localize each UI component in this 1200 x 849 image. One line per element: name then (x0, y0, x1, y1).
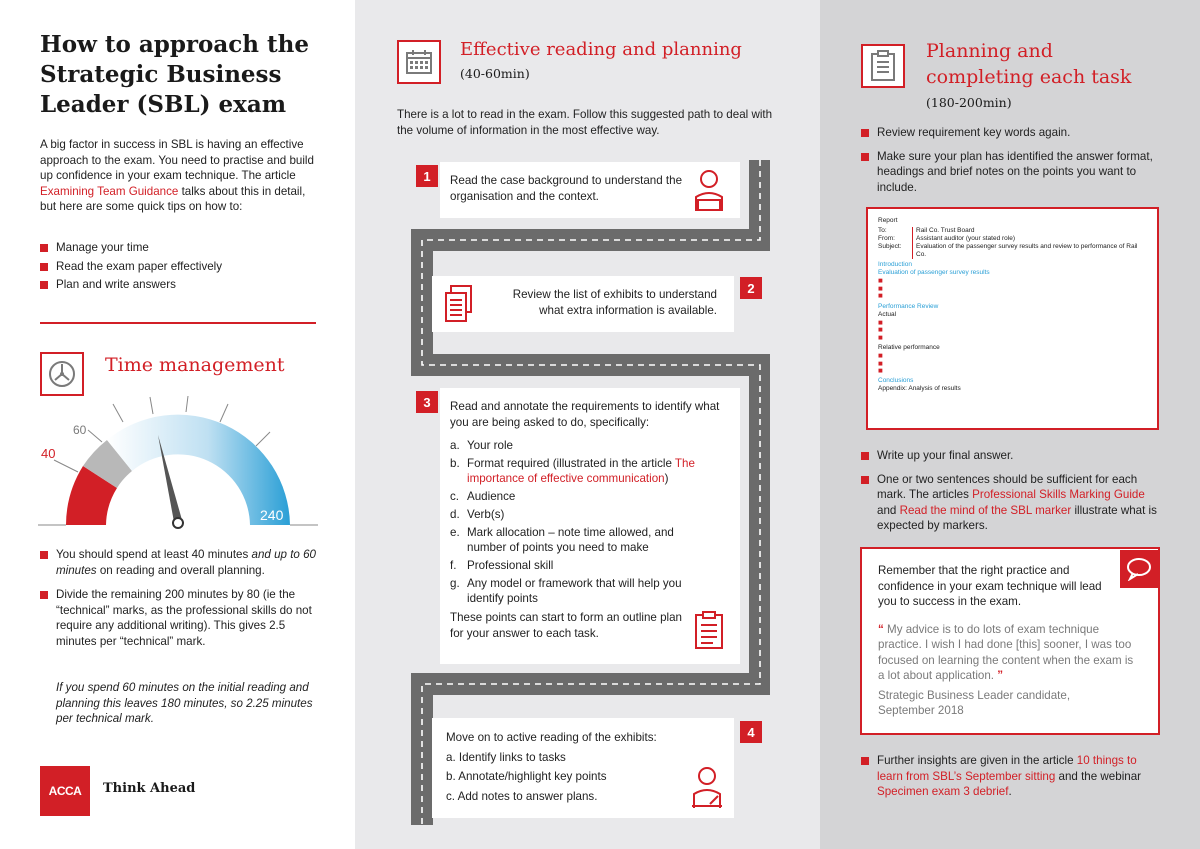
planning-bullet: Review requirement key words again. (861, 125, 1161, 141)
step-1-number: 1 (416, 165, 438, 187)
requirement-item: g. Any model or framework that will help you identify points (450, 577, 682, 605)
clipboard-icon (693, 610, 727, 650)
planning-duration: (180-200min) (926, 95, 1012, 110)
intro-text-after: talks about this in detail, but here are some quick tips on how to: (40, 184, 306, 213)
requirement-item: f. Professional skill (450, 559, 554, 572)
time-note: If you spend 60 minutes on the initial reading and planning this leaves 180 minutes, so 2.25 minutes per technical mark. (56, 681, 313, 725)
intro-paragraph (40, 137, 315, 215)
calendar-icon (397, 40, 441, 84)
planning-bullets-top (861, 125, 1161, 198)
requirement-item: a. Your role (450, 439, 513, 452)
planning-bullet: Write up your final answer. (861, 448, 1161, 464)
report-conclusions: Conclusions (878, 376, 914, 384)
report-example: Report To: Rail Co. Trust Board From: Assistant auditor (your stated role) Subject: Evaluation of the passenger survey results and review to performance of Rail Co. Introduction Evaluation of passenger survey results ■ ■ ■ Performance Review Actual ■ ■ ■ Relative performance ■ ■ ■ Conclusions Appendix: Analysis of results (866, 207, 1159, 430)
reader-icon (690, 167, 728, 213)
quote-attribution: Strategic Business Leader candidate, September 2018 (878, 688, 1071, 717)
intro-text: A big factor in success in SBL is having an effective approach to the exam. You need to practise and build up confidence in your exam technique. The article (40, 138, 314, 182)
step-3-outro: These points can start to form an outline plan for your answer to each task. (450, 611, 683, 640)
requirement-item: c. Audience (450, 490, 516, 503)
step-3-card (440, 388, 740, 664)
planning-bullets-mid (861, 448, 1161, 537)
speech-bubble-icon (1120, 550, 1158, 588)
brand-tagline: Think Ahead (103, 781, 196, 796)
step-3-intro: Read and annotate the requirements to identify what you are being asked to do, specifically: (450, 400, 720, 429)
effective-communication-link[interactable]: The importance of effective communication (467, 457, 695, 485)
step-4-item: c. Add notes to answer plans. (446, 789, 598, 803)
requirement-item: d. Verb(s) (450, 508, 505, 521)
report-actual: Actual (878, 310, 897, 318)
ten-things-link[interactable]: 10 things to learn from SBL’s September sitting (877, 754, 1137, 783)
requirement-item: e. Mark allocation – note time allowed, and number of points you need to make (450, 526, 674, 554)
planning-bullet: One or two sentences should be sufficient for each mark. The articles Professional Skills Marking Guide and Read the mind of the SBL marker illustrate what is expected by markers. (861, 472, 1161, 534)
planning-bullets-bottom (861, 753, 1161, 803)
reading-title: Effective reading and planning (460, 39, 742, 60)
tip-item: Read the exam paper effectively (40, 259, 320, 275)
checklist-icon (861, 44, 905, 88)
report-appendix: Appendix: Analysis of results (878, 384, 961, 392)
report-introduction: Introduction (878, 261, 912, 268)
candidate-quote: “ My advice is to do lots of exam technique practice. I wish I had done [this] sooner, I was too focused on learning the content when the exam is a lot about application. ” (878, 622, 1134, 682)
gauge-label-60: 60 (73, 423, 87, 437)
report-relative: Relative performance (878, 344, 940, 351)
writer-icon (688, 764, 726, 810)
left-column (0, 0, 355, 849)
examining-team-guidance-link[interactable]: Examining Team Guidance (40, 184, 179, 198)
reading-duration: (40-60min) (460, 66, 530, 81)
tip-item: Plan and write answers (40, 277, 320, 293)
tip-item: Manage your time (40, 240, 320, 256)
planning-bullet: Make sure your plan has identified the answer format, headings and brief notes on the points you want to include. (861, 149, 1161, 196)
step-3-number: 3 (416, 391, 438, 413)
report-evaluation: Evaluation of passenger survey results (878, 269, 990, 276)
step-4-item: a. Identify links to tasks (446, 750, 566, 764)
advice-box (860, 547, 1160, 735)
marking-guide-link[interactable]: Professional Skills Marking Guide (972, 488, 1145, 501)
step-4-item: b. Annotate/highlight key points (446, 770, 607, 783)
report-performance: Performance Review (878, 302, 939, 310)
stopwatch-icon (40, 352, 84, 396)
step-2-number: 2 (740, 277, 762, 299)
sbl-marker-link[interactable]: Read the mind of the SBL marker (899, 503, 1072, 517)
step-1-text: Read the case background to understand the organisation and the context. (450, 174, 683, 203)
acca-logo: ACCA (40, 766, 90, 816)
documents-icon (444, 284, 474, 324)
time-gauge (38, 392, 323, 532)
tips-list (40, 240, 320, 296)
planning-title: Planning and completing each task (926, 40, 1132, 88)
step-4-intro: Move on to active reading of the exhibits: (446, 731, 657, 744)
step-2-text: Review the list of exhibits to understand what extra information is available. (512, 288, 717, 317)
time-management-title: Time management (105, 354, 285, 376)
step-4-number: 4 (740, 721, 762, 743)
remember-text: Remember that the right practice and confidence in your exam technique will lead you to success in the exam. (878, 564, 1102, 608)
reading-intro: There is a lot to read in the exam. Follow this suggested path to deal with the volume of information in the most effective way. (397, 108, 773, 137)
step-3-list (450, 438, 730, 606)
time-bullet: You should spend at least 40 minutes and up to 60 minutes on reading and overall planning. (40, 547, 318, 578)
planning-bullet: Further insights are given in the article 10 things to learn from SBL’s September sitting and the webinar Specimen exam 3 debrief. (861, 753, 1161, 800)
report-heading: Report (878, 217, 898, 224)
step-2-card (432, 276, 734, 332)
time-bullets (40, 547, 318, 652)
section-divider (40, 322, 316, 324)
step-1-card (440, 162, 740, 218)
specimen-exam-link[interactable]: Specimen exam 3 debrief (877, 785, 1009, 798)
step-4-card (432, 718, 734, 818)
page-title: How to approach the Strategic Business Leader (SBL) exam (40, 31, 309, 118)
gauge-label-240: 240 (260, 507, 284, 523)
requirement-item: b. Format required (illustrated in the article The importance of effective communication) (450, 457, 695, 485)
gauge-label-40: 40 (41, 446, 56, 461)
time-bullet: Divide the remaining 200 minutes by 80 (ie the “technical” marks, as the professional skills do not require any additional writing). This gives 2.5 minutes per “technical” mark. (40, 587, 318, 649)
